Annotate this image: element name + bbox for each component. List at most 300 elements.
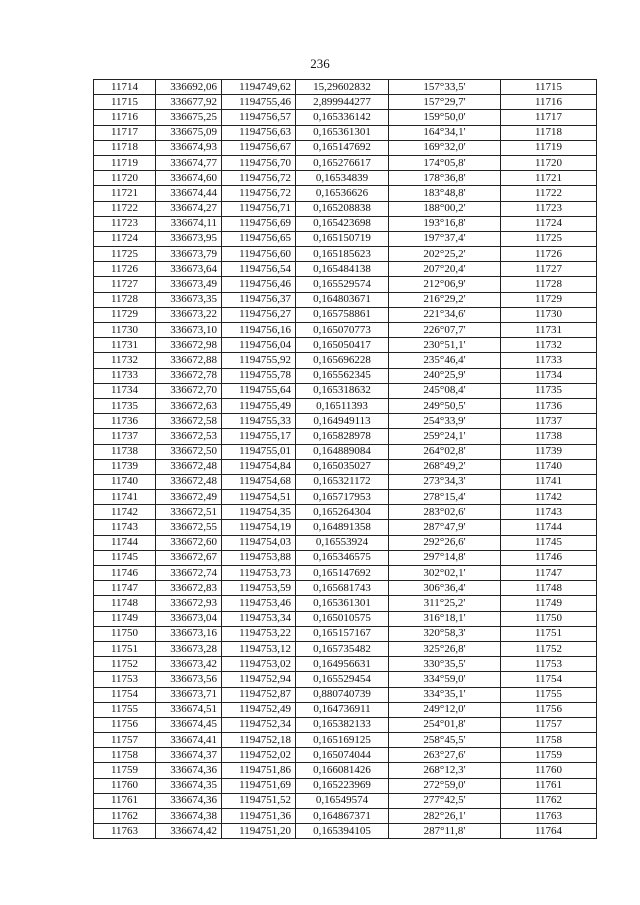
x-coordinate-cell: 336672,78 [156, 368, 222, 383]
x-coordinate-cell: 336672,53 [156, 429, 222, 444]
point-id-cell: 11730 [94, 323, 156, 338]
table-row [94, 186, 597, 201]
table-row [94, 140, 597, 155]
distance-cell: 0,165074044 [296, 748, 389, 763]
bearing-cell: 311°25,2' [389, 596, 501, 611]
table-row [94, 778, 597, 793]
point-id-cell: 11726 [94, 262, 156, 277]
y-coordinate-cell: 1194756,27 [222, 307, 296, 322]
table-row [94, 733, 597, 748]
y-coordinate-cell: 1194753,46 [222, 596, 296, 611]
distance-cell: 0,165169125 [296, 733, 389, 748]
point-id-cell: 11736 [94, 414, 156, 429]
table-row [94, 95, 597, 110]
next-point-id-cell: 11746 [501, 550, 597, 565]
x-coordinate-cell: 336672,50 [156, 444, 222, 459]
y-coordinate-cell: 1194756,72 [222, 171, 296, 186]
distance-cell: 0,164803671 [296, 292, 389, 307]
distance-cell: 0,164956631 [296, 657, 389, 672]
y-coordinate-cell: 1194753,34 [222, 611, 296, 626]
x-coordinate-cell: 336674,37 [156, 748, 222, 763]
point-id-cell: 11747 [94, 581, 156, 596]
distance-cell: 0,164891358 [296, 520, 389, 535]
y-coordinate-cell: 1194755,17 [222, 429, 296, 444]
bearing-cell: 249°12,0' [389, 702, 501, 717]
distance-cell: 0,165758861 [296, 307, 389, 322]
next-point-id-cell: 11731 [501, 323, 597, 338]
x-coordinate-cell: 336672,74 [156, 566, 222, 581]
x-coordinate-cell: 336674,36 [156, 763, 222, 778]
table-row [94, 702, 597, 717]
y-coordinate-cell: 1194756,67 [222, 140, 296, 155]
y-coordinate-cell: 1194756,72 [222, 186, 296, 201]
point-id-cell: 11763 [94, 824, 156, 839]
y-coordinate-cell: 1194755,46 [222, 95, 296, 110]
y-coordinate-cell: 1194753,12 [222, 641, 296, 656]
bearing-cell: 330°35,5' [389, 657, 501, 672]
x-coordinate-cell: 336673,10 [156, 323, 222, 338]
x-coordinate-cell: 336673,35 [156, 292, 222, 307]
x-coordinate-cell: 336674,60 [156, 171, 222, 186]
distance-cell: 0,165361301 [296, 125, 389, 140]
distance-cell: 0,165208838 [296, 201, 389, 216]
distance-cell: 0,16536626 [296, 186, 389, 201]
table-row [94, 641, 597, 656]
bearing-cell: 249°50,5' [389, 398, 501, 413]
distance-cell: 0,165321172 [296, 474, 389, 489]
y-coordinate-cell: 1194752,02 [222, 748, 296, 763]
bearing-cell: 272°59,0' [389, 778, 501, 793]
distance-cell: 0,165035027 [296, 459, 389, 474]
point-id-cell: 11742 [94, 505, 156, 520]
y-coordinate-cell: 1194756,37 [222, 292, 296, 307]
x-coordinate-cell: 336674,77 [156, 155, 222, 170]
point-id-cell: 11757 [94, 733, 156, 748]
x-coordinate-cell: 336673,64 [156, 262, 222, 277]
distance-cell: 0,165010575 [296, 611, 389, 626]
x-coordinate-cell: 336673,16 [156, 626, 222, 641]
bearing-cell: 258°45,5' [389, 733, 501, 748]
y-coordinate-cell: 1194756,46 [222, 277, 296, 292]
table-row [94, 353, 597, 368]
x-coordinate-cell: 336673,79 [156, 247, 222, 262]
table-row [94, 520, 597, 535]
distance-cell: 0,165484138 [296, 262, 389, 277]
x-coordinate-cell: 336672,48 [156, 459, 222, 474]
next-point-id-cell: 11753 [501, 657, 597, 672]
table-row [94, 824, 597, 839]
point-id-cell: 11734 [94, 383, 156, 398]
next-point-id-cell: 11718 [501, 125, 597, 140]
y-coordinate-cell: 1194754,03 [222, 535, 296, 550]
x-coordinate-cell: 336674,45 [156, 717, 222, 732]
x-coordinate-cell: 336674,27 [156, 201, 222, 216]
distance-cell: 0,165382133 [296, 717, 389, 732]
point-id-cell: 11714 [94, 80, 156, 95]
bearing-cell: 254°33,9' [389, 414, 501, 429]
y-coordinate-cell: 1194755,01 [222, 444, 296, 459]
y-coordinate-cell: 1194755,64 [222, 383, 296, 398]
page-number: 236 [310, 56, 330, 71]
point-id-cell: 11717 [94, 125, 156, 140]
bearing-cell: 157°29,7' [389, 95, 501, 110]
next-point-id-cell: 11725 [501, 231, 597, 246]
x-coordinate-cell: 336672,51 [156, 505, 222, 520]
point-id-cell: 11729 [94, 307, 156, 322]
table-row [94, 231, 597, 246]
bearing-cell: 230°51,1' [389, 338, 501, 353]
point-id-cell: 11719 [94, 155, 156, 170]
x-coordinate-cell: 336673,04 [156, 611, 222, 626]
point-id-cell: 11715 [94, 95, 156, 110]
distance-cell: 0,16553924 [296, 535, 389, 550]
table-row [94, 596, 597, 611]
next-point-id-cell: 11720 [501, 155, 597, 170]
x-coordinate-cell: 336673,49 [156, 277, 222, 292]
x-coordinate-cell: 336672,93 [156, 596, 222, 611]
next-point-id-cell: 11748 [501, 581, 597, 596]
bearing-cell: 263°27,6' [389, 748, 501, 763]
y-coordinate-cell: 1194753,22 [222, 626, 296, 641]
table-row [94, 444, 597, 459]
distance-cell: 0,16511393 [296, 398, 389, 413]
bearing-cell: 306°36,4' [389, 581, 501, 596]
next-point-id-cell: 11754 [501, 672, 597, 687]
distance-cell: 0,165394105 [296, 824, 389, 839]
distance-cell: 0,165264304 [296, 505, 389, 520]
bearing-cell: 282°26,1' [389, 809, 501, 824]
y-coordinate-cell: 1194751,36 [222, 809, 296, 824]
table-row [94, 611, 597, 626]
next-point-id-cell: 11734 [501, 368, 597, 383]
table-row [94, 474, 597, 489]
table-row [94, 80, 597, 95]
next-point-id-cell: 11744 [501, 520, 597, 535]
table-row [94, 307, 597, 322]
x-coordinate-cell: 336673,22 [156, 307, 222, 322]
distance-cell: 0,165562345 [296, 368, 389, 383]
x-coordinate-cell: 336674,41 [156, 733, 222, 748]
y-coordinate-cell: 1194753,88 [222, 550, 296, 565]
table-row [94, 277, 597, 292]
point-id-cell: 11752 [94, 657, 156, 672]
point-id-cell: 11737 [94, 429, 156, 444]
x-coordinate-cell: 336672,88 [156, 353, 222, 368]
y-coordinate-cell: 1194756,60 [222, 247, 296, 262]
bearing-cell: 183°48,8' [389, 186, 501, 201]
distance-cell: 0,16534839 [296, 171, 389, 186]
y-coordinate-cell: 1194756,71 [222, 201, 296, 216]
bearing-cell: 334°35,1' [389, 687, 501, 702]
distance-cell: 0,164736911 [296, 702, 389, 717]
point-id-cell: 11721 [94, 186, 156, 201]
distance-cell: 0,166081426 [296, 763, 389, 778]
y-coordinate-cell: 1194751,20 [222, 824, 296, 839]
distance-cell: 0,165318632 [296, 383, 389, 398]
table-row [94, 717, 597, 732]
bearing-cell: 164°34,1' [389, 125, 501, 140]
next-point-id-cell: 11736 [501, 398, 597, 413]
table-row [94, 216, 597, 231]
table-row [94, 505, 597, 520]
point-id-cell: 11716 [94, 110, 156, 125]
bearing-cell: 287°11,8' [389, 824, 501, 839]
next-point-id-cell: 11743 [501, 505, 597, 520]
distance-cell: 0,165147692 [296, 566, 389, 581]
next-point-id-cell: 11730 [501, 307, 597, 322]
table-row [94, 535, 597, 550]
point-id-cell: 11723 [94, 216, 156, 231]
x-coordinate-cell: 336672,98 [156, 338, 222, 353]
x-coordinate-cell: 336673,28 [156, 641, 222, 656]
next-point-id-cell: 11735 [501, 383, 597, 398]
point-id-cell: 11745 [94, 550, 156, 565]
bearing-cell: 202°25,2' [389, 247, 501, 262]
distance-cell: 0,165150719 [296, 231, 389, 246]
x-coordinate-cell: 336674,51 [156, 702, 222, 717]
y-coordinate-cell: 1194752,49 [222, 702, 296, 717]
point-id-cell: 11755 [94, 702, 156, 717]
next-point-id-cell: 11740 [501, 459, 597, 474]
next-point-id-cell: 11723 [501, 201, 597, 216]
point-id-cell: 11753 [94, 672, 156, 687]
point-id-cell: 11758 [94, 748, 156, 763]
x-coordinate-cell: 336675,09 [156, 125, 222, 140]
bearing-cell: 157°33,5' [389, 80, 501, 95]
next-point-id-cell: 11751 [501, 626, 597, 641]
next-point-id-cell: 11715 [501, 80, 597, 95]
y-coordinate-cell: 1194754,19 [222, 520, 296, 535]
bearing-cell: 188°00,2' [389, 201, 501, 216]
point-id-cell: 11759 [94, 763, 156, 778]
table-row [94, 171, 597, 186]
table-row [94, 687, 597, 702]
bearing-cell: 212°06,9' [389, 277, 501, 292]
point-id-cell: 11751 [94, 641, 156, 656]
point-id-cell: 11748 [94, 596, 156, 611]
y-coordinate-cell: 1194756,65 [222, 231, 296, 246]
next-point-id-cell: 11716 [501, 95, 597, 110]
y-coordinate-cell: 1194753,73 [222, 566, 296, 581]
table-row [94, 125, 597, 140]
y-coordinate-cell: 1194756,16 [222, 323, 296, 338]
point-id-cell: 11720 [94, 171, 156, 186]
next-point-id-cell: 11728 [501, 277, 597, 292]
x-coordinate-cell: 336674,11 [156, 216, 222, 231]
distance-cell: 0,164867371 [296, 809, 389, 824]
bearing-cell: 174°05,8' [389, 155, 501, 170]
next-point-id-cell: 11747 [501, 566, 597, 581]
bearing-cell: 197°37,4' [389, 231, 501, 246]
table-row [94, 459, 597, 474]
next-point-id-cell: 11738 [501, 429, 597, 444]
y-coordinate-cell: 1194751,86 [222, 763, 296, 778]
table-row [94, 323, 597, 338]
bearing-cell: 297°14,8' [389, 550, 501, 565]
distance-cell: 0,165735482 [296, 641, 389, 656]
bearing-cell: 278°15,4' [389, 490, 501, 505]
point-id-cell: 11750 [94, 626, 156, 641]
y-coordinate-cell: 1194756,63 [222, 125, 296, 140]
y-coordinate-cell: 1194752,87 [222, 687, 296, 702]
distance-cell: 0,165336142 [296, 110, 389, 125]
y-coordinate-cell: 1194755,49 [222, 398, 296, 413]
point-id-cell: 11735 [94, 398, 156, 413]
distance-cell: 0,165185623 [296, 247, 389, 262]
next-point-id-cell: 11764 [501, 824, 597, 839]
next-point-id-cell: 11729 [501, 292, 597, 307]
point-id-cell: 11738 [94, 444, 156, 459]
y-coordinate-cell: 1194749,62 [222, 80, 296, 95]
distance-cell: 0,165157167 [296, 626, 389, 641]
table-row [94, 763, 597, 778]
next-point-id-cell: 11733 [501, 353, 597, 368]
x-coordinate-cell: 336674,38 [156, 809, 222, 824]
next-point-id-cell: 11741 [501, 474, 597, 489]
point-id-cell: 11749 [94, 611, 156, 626]
point-id-cell: 11756 [94, 717, 156, 732]
table-row [94, 626, 597, 641]
distance-cell: 0,165696228 [296, 353, 389, 368]
point-id-cell: 11744 [94, 535, 156, 550]
bearing-cell: 235°46,4' [389, 353, 501, 368]
distance-cell: 0,165529574 [296, 277, 389, 292]
bearing-cell: 325°26,8' [389, 641, 501, 656]
point-id-cell: 11740 [94, 474, 156, 489]
y-coordinate-cell: 1194751,69 [222, 778, 296, 793]
y-coordinate-cell: 1194752,18 [222, 733, 296, 748]
bearing-cell: 264°02,8' [389, 444, 501, 459]
next-point-id-cell: 11763 [501, 809, 597, 824]
next-point-id-cell: 11727 [501, 262, 597, 277]
x-coordinate-cell: 336674,93 [156, 140, 222, 155]
table-body [94, 80, 597, 839]
bearing-cell: 273°34,3' [389, 474, 501, 489]
distance-cell: 0,165681743 [296, 581, 389, 596]
table-row [94, 201, 597, 216]
next-point-id-cell: 11722 [501, 186, 597, 201]
bearing-cell: 268°12,3' [389, 763, 501, 778]
x-coordinate-cell: 336674,42 [156, 824, 222, 839]
table-row [94, 566, 597, 581]
y-coordinate-cell: 1194753,02 [222, 657, 296, 672]
table-row [94, 338, 597, 353]
point-id-cell: 11733 [94, 368, 156, 383]
next-point-id-cell: 11717 [501, 110, 597, 125]
next-point-id-cell: 11749 [501, 596, 597, 611]
bearing-cell: 216°29,2' [389, 292, 501, 307]
x-coordinate-cell: 336674,44 [156, 186, 222, 201]
bearing-cell: 268°49,2' [389, 459, 501, 474]
table-row [94, 383, 597, 398]
y-coordinate-cell: 1194753,59 [222, 581, 296, 596]
table-row [94, 550, 597, 565]
next-point-id-cell: 11761 [501, 778, 597, 793]
next-point-id-cell: 11750 [501, 611, 597, 626]
distance-cell: 0,165223969 [296, 778, 389, 793]
bearing-cell: 254°01,8' [389, 717, 501, 732]
next-point-id-cell: 11758 [501, 733, 597, 748]
next-point-id-cell: 11759 [501, 748, 597, 763]
table-row [94, 414, 597, 429]
distance-cell: 0,880740739 [296, 687, 389, 702]
bearing-cell: 207°20,4' [389, 262, 501, 277]
point-id-cell: 11743 [94, 520, 156, 535]
x-coordinate-cell: 336677,92 [156, 95, 222, 110]
bearing-cell: 259°24,1' [389, 429, 501, 444]
table-row [94, 748, 597, 763]
table-row [94, 110, 597, 125]
bearing-cell: 302°02,1' [389, 566, 501, 581]
distance-cell: 0,165276617 [296, 155, 389, 170]
table-row [94, 368, 597, 383]
point-id-cell: 11754 [94, 687, 156, 702]
distance-cell: 0,165070773 [296, 323, 389, 338]
y-coordinate-cell: 1194754,84 [222, 459, 296, 474]
point-id-cell: 11722 [94, 201, 156, 216]
y-coordinate-cell: 1194752,94 [222, 672, 296, 687]
y-coordinate-cell: 1194756,69 [222, 216, 296, 231]
distance-cell: 0,16549574 [296, 793, 389, 808]
point-id-cell: 11732 [94, 353, 156, 368]
table-row [94, 155, 597, 170]
x-coordinate-cell: 336672,55 [156, 520, 222, 535]
distance-cell: 2,899944277 [296, 95, 389, 110]
bearing-cell: 334°59,0' [389, 672, 501, 687]
point-id-cell: 11724 [94, 231, 156, 246]
x-coordinate-cell: 336672,70 [156, 383, 222, 398]
y-coordinate-cell: 1194754,68 [222, 474, 296, 489]
table-row [94, 809, 597, 824]
y-coordinate-cell: 1194756,04 [222, 338, 296, 353]
coordinates-table [93, 79, 597, 839]
next-point-id-cell: 11757 [501, 717, 597, 732]
table-row [94, 657, 597, 672]
x-coordinate-cell: 336673,42 [156, 657, 222, 672]
point-id-cell: 11727 [94, 277, 156, 292]
bearing-cell: 245°08,4' [389, 383, 501, 398]
next-point-id-cell: 11726 [501, 247, 597, 262]
bearing-cell: 320°58,3' [389, 626, 501, 641]
x-coordinate-cell: 336674,35 [156, 778, 222, 793]
bearing-cell: 316°18,1' [389, 611, 501, 626]
next-point-id-cell: 11742 [501, 490, 597, 505]
distance-cell: 0,164889084 [296, 444, 389, 459]
x-coordinate-cell: 336675,25 [156, 110, 222, 125]
x-coordinate-cell: 336672,58 [156, 414, 222, 429]
distance-cell: 0,165346575 [296, 550, 389, 565]
x-coordinate-cell: 336673,95 [156, 231, 222, 246]
point-id-cell: 11728 [94, 292, 156, 307]
distance-cell: 0,164949113 [296, 414, 389, 429]
point-id-cell: 11725 [94, 247, 156, 262]
x-coordinate-cell: 336672,60 [156, 535, 222, 550]
x-coordinate-cell: 336673,71 [156, 687, 222, 702]
x-coordinate-cell: 336672,83 [156, 581, 222, 596]
bearing-cell: 169°32,0' [389, 140, 501, 155]
point-id-cell: 11760 [94, 778, 156, 793]
y-coordinate-cell: 1194755,33 [222, 414, 296, 429]
bearing-cell: 287°47,9' [389, 520, 501, 535]
next-point-id-cell: 11762 [501, 793, 597, 808]
point-id-cell: 11739 [94, 459, 156, 474]
y-coordinate-cell: 1194756,70 [222, 155, 296, 170]
y-coordinate-cell: 1194754,35 [222, 505, 296, 520]
next-point-id-cell: 11752 [501, 641, 597, 656]
x-coordinate-cell: 336673,56 [156, 672, 222, 687]
next-point-id-cell: 11745 [501, 535, 597, 550]
x-coordinate-cell: 336672,48 [156, 474, 222, 489]
